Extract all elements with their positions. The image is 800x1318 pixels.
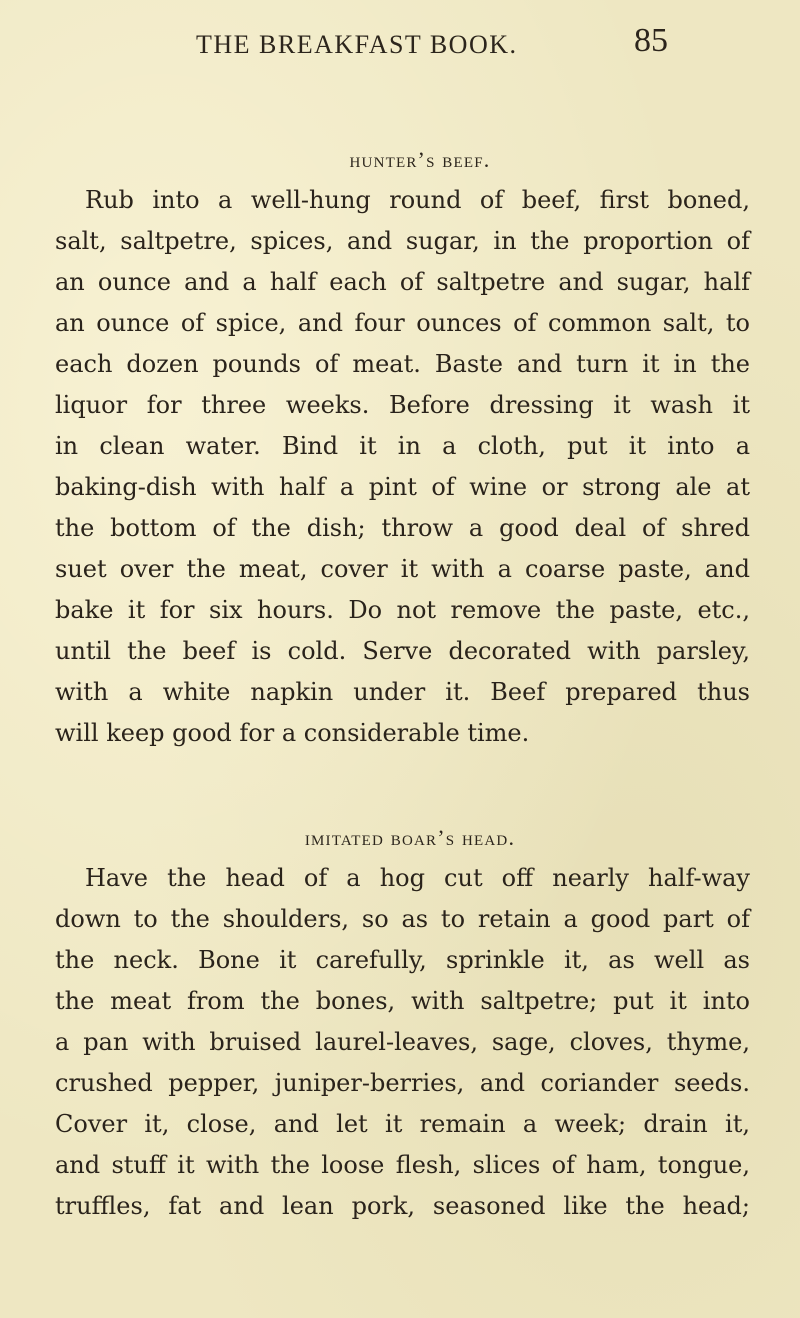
text-line: an ounce and a half each of saltpetre and sugar, half [55, 268, 750, 296]
text-line: will keep good for a considerable time. [55, 719, 530, 747]
text-line: an ounce of spice, and four ounces of common salt, to [55, 309, 750, 337]
recipe-hunters-beef [0, 140, 800, 754]
recipe-body [55, 858, 750, 1227]
running-head [0, 22, 800, 62]
page-number: 85 [634, 22, 668, 59]
running-title: THE BREAKFAST BOOK. [196, 30, 518, 59]
text-line: with a white napkin under it. Beef prepared thus [55, 678, 750, 706]
text-line: baking-dish with half a pint of wine or strong ale at [55, 473, 750, 501]
recipe-body [55, 180, 750, 754]
recipe-heading: hunter’s beef. [349, 147, 491, 172]
text-line: a pan with bruised laurel-leaves, sage, cloves, thyme, [55, 1028, 750, 1056]
text-line: crushed pepper, juniper-berries, and coriander seeds. [55, 1069, 750, 1097]
text-line: truffles, fat and lean pork, seasoned like the head; [55, 1192, 750, 1220]
text-line: the meat from the bones, with saltpetre; put it into [55, 987, 750, 1015]
text-line: the bottom of the dish; throw a good deal of shred [55, 514, 750, 542]
text-line: Cover it, close, and let it remain a week; drain it, [55, 1110, 750, 1138]
text-line: liquor for three weeks. Before dressing it wash it [55, 391, 750, 419]
text-line: until the beef is cold. Serve decorated with parsley, [55, 637, 750, 665]
text-line: salt, saltpetre, spices, and sugar, in the proportion of [55, 227, 750, 255]
text-line: the neck. Bone it carefully, sprinkle it, as well as [55, 946, 750, 974]
text-line: Rub into a well-hung round of beef, first boned, [85, 186, 750, 214]
text-line: down to the shoulders, so as to retain a good part of [55, 905, 750, 933]
text-line: bake it for six hours. Do not remove the paste, etc., [55, 596, 750, 624]
recipe-imitated-boars-head [0, 818, 800, 1227]
text-line: each dozen pounds of meat. Baste and turn it in the [55, 350, 750, 378]
recipe-heading: imitated boar’s head. [304, 825, 516, 850]
text-line: in clean water. Bind it in a cloth, put it into a [55, 432, 750, 460]
text-line: Have the head of a hog cut off nearly half-way [85, 864, 750, 892]
text-line: and stuff it with the loose flesh, slices of ham, tongue, [55, 1151, 750, 1179]
text-line: suet over the meat, cover it with a coarse paste, and [55, 555, 750, 583]
